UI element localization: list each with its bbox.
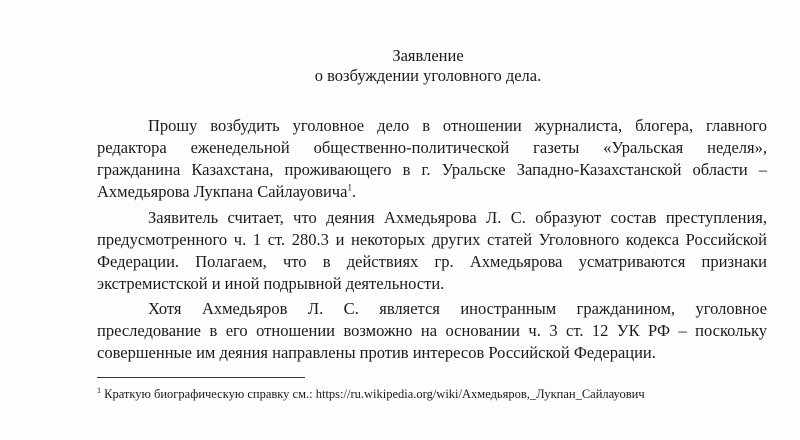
- document-subtitle: о возбуждении уголовного дела.: [314, 66, 542, 85]
- paragraph3-line2: преследование в его отношении возможно на основании ч. 3 ст. 12 УК РФ – поскольку: [97, 321, 767, 340]
- paragraph2-line3: Федерации. Полагаем, что в действиях гр. Ахмедьярова усматриваются признаки: [97, 252, 767, 271]
- paragraph1-line4-text: Ахмедьярова Лукпана Сайлауовича: [97, 182, 348, 201]
- paragraph1-line2: редактора еженедельной общественно-политической газеты «Уральская неделя»,: [97, 138, 767, 157]
- footnote-reference: 1: [347, 182, 352, 193]
- paragraph2-line2: предусмотренного ч. 1 ст. 280.3 и некоторых других статей Уголовного кодекса Российской: [97, 230, 767, 249]
- paragraph1-line4: Ахмедьярова Лукпана Сайлауовича$^1$.: [97, 182, 357, 201]
- footnote: [97, 386, 645, 402]
- footnote-mark: 1: [97, 385, 101, 395]
- footnote-text: Краткую биографическую справку см.: https://ru.wikipedia.org/wiki/Ахмедьяров,_Лукпан_Сайлауович: [101, 387, 645, 401]
- footnote-separator: [97, 377, 305, 378]
- paragraph1-line3: гражданина Казахстана, проживающего в г. Уральске Западно-Казахстанской области –: [97, 160, 767, 179]
- document-title: Заявление: [392, 46, 464, 65]
- paragraph1-line1: Прошу возбудить уголовное дело в отношении журналиста, блогера, главного: [148, 116, 767, 135]
- paragraph2-line4: экстремистской и иной подрывной деятельности.: [97, 274, 445, 293]
- paragraph3-line3: совершенные им деяния направлены против интересов Российской Федерации.: [97, 343, 656, 362]
- paragraph3-line1: Хотя Ахмедьяров Л. С. является иностранным гражданином, уголовное: [148, 299, 767, 318]
- paragraph2-line1: Заявитель считает, что деяния Ахмедьярова Л. С. образуют состав преступления,: [148, 208, 767, 227]
